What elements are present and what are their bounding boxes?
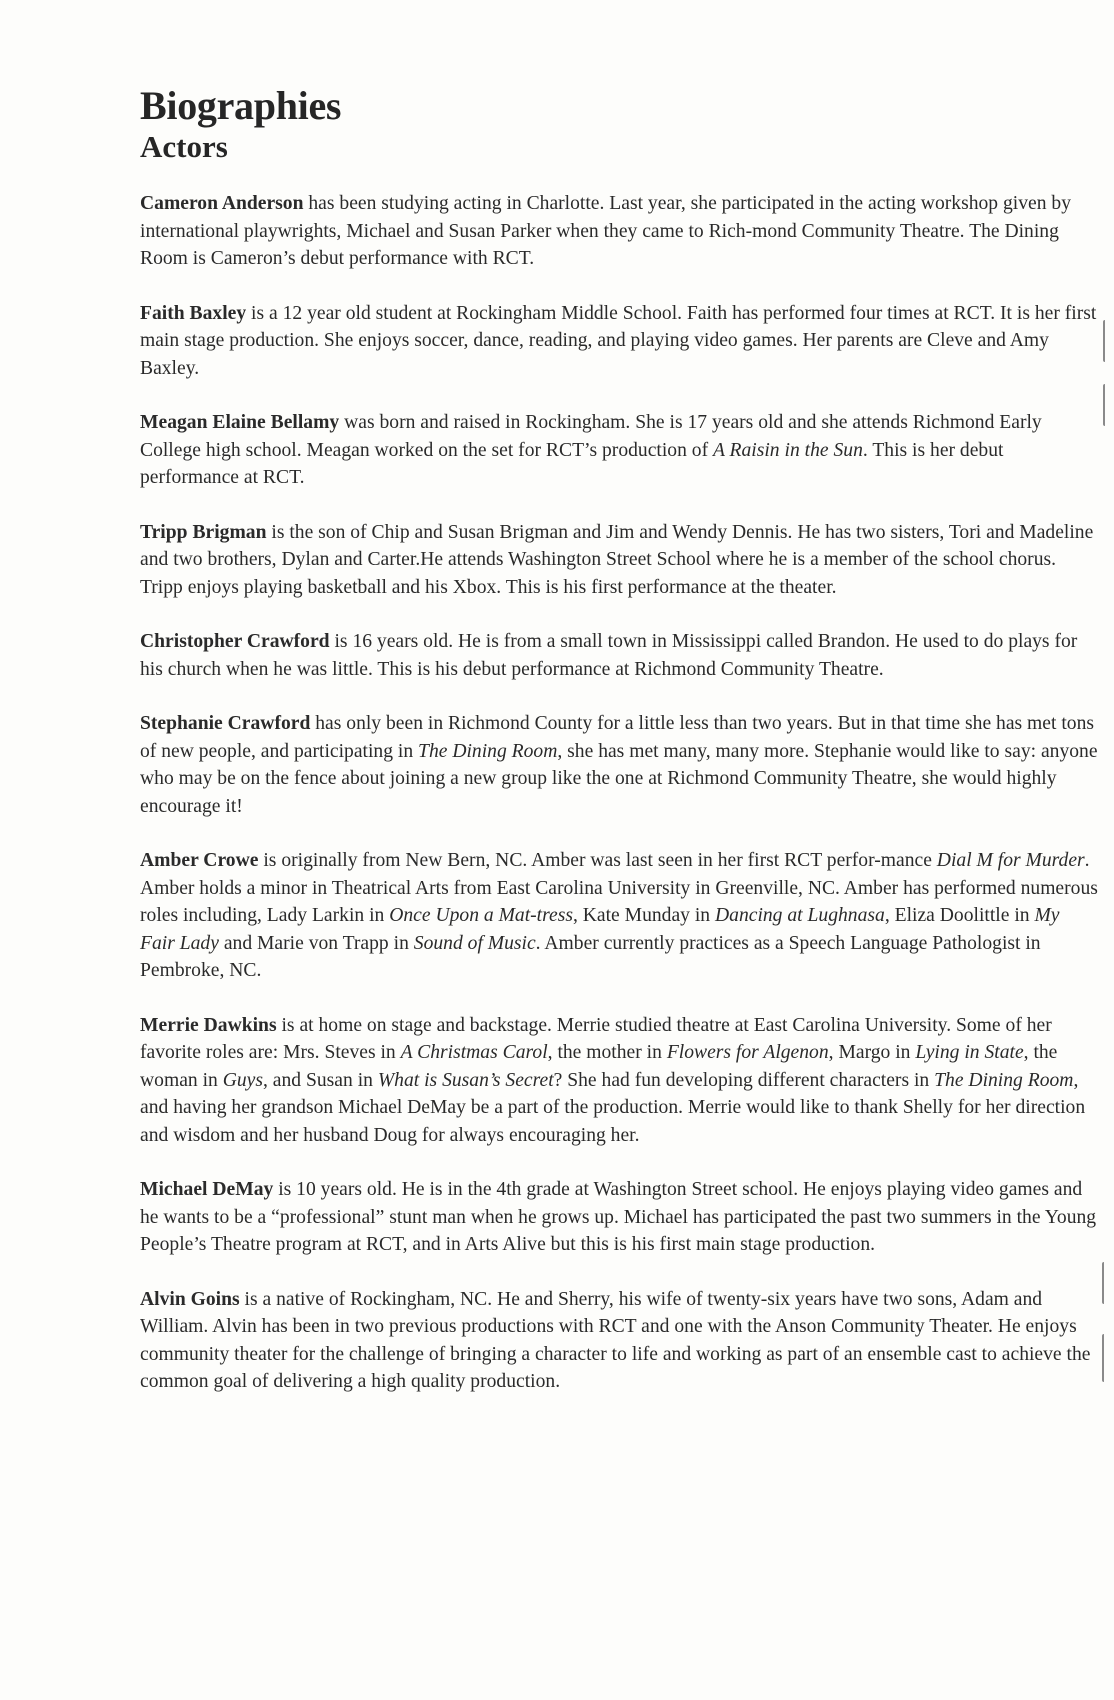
actor-name: Stephanie Crawford bbox=[140, 713, 311, 734]
production-title: Flowers for Algenon bbox=[666, 1042, 829, 1063]
actor-name: Faith Baxley bbox=[140, 302, 247, 324]
margin-mark bbox=[1102, 1262, 1108, 1304]
biography-entry bbox=[140, 300, 1098, 383]
production-title: Lying in State bbox=[915, 1042, 1024, 1063]
production-title: My Fair Lady bbox=[140, 905, 1060, 954]
production-title: Dial M for Murder bbox=[936, 850, 1085, 871]
actor-name: Amber Crowe bbox=[140, 850, 259, 871]
biography-text: . Amber currently practices as a Speech Language Pathologist in Pembroke, NC. bbox=[140, 932, 1041, 981]
production-title: Guys bbox=[222, 1069, 263, 1091]
biography-entry bbox=[140, 628, 1098, 683]
biography-list bbox=[140, 190, 1098, 1396]
biography-text: is at home on stage and backstage. Merrie studied theatre at East Carolina University. Some of her favorite roles are: Mrs. Steves in bbox=[140, 1014, 1052, 1063]
actor-name: Michael DeMay bbox=[140, 1179, 274, 1200]
biography-text: was born and raised in Rockingham. She is 17 years old and she attends Richmond Early College high school. Meagan worked on the set for RCT’s production of bbox=[140, 412, 1042, 461]
actor-name: Alvin Goins bbox=[140, 1288, 240, 1310]
actor-name: Tripp Brigman bbox=[140, 521, 267, 543]
actor-name: Cameron Anderson bbox=[140, 193, 304, 214]
biography-text: is 16 years old. He is from a small town in Mississippi called Brandon. He used to do plays for his church when he was little. This is his debut performance at Richmond Community Theatre. bbox=[140, 631, 1078, 680]
program-page bbox=[140, 84, 1098, 1423]
biography-text: , and having her grandson Michael DeMay be a part of the production. Merrie would like to thank Shelly for her direction and wisdom and her husband Doug for always encouraging her. bbox=[140, 1069, 1086, 1146]
biography-entry bbox=[140, 1012, 1098, 1150]
biography-text: , she has met many, many more. Stephanie would like to say: anyone who may be on the fence about joining a new group like the one at Richmond Community Theatre, she would highly encourage it! bbox=[140, 740, 1098, 817]
biography-text: is the son of Chip and Susan Brigman and Jim and Wendy Dennis. He has two sisters, Tori and Madeline and two brothers, Dylan and Carter.He attends Washington Street School where he is a member of the school chorus. Tripp enjoys playing basketball and his Xbox. This is his first performance at the theater. bbox=[140, 521, 1094, 598]
production-title: What is Susan’s Secret bbox=[377, 1069, 554, 1091]
biography-entry bbox=[140, 190, 1098, 273]
biography-text: , Margo in bbox=[828, 1042, 916, 1063]
biography-entry bbox=[140, 1176, 1098, 1259]
production-title: Sound of Music bbox=[413, 932, 536, 954]
biography-text: ? She had fun developing different characters in bbox=[553, 1069, 935, 1091]
margin-mark bbox=[1102, 1334, 1108, 1382]
production-title: A Christmas Carol bbox=[400, 1042, 548, 1063]
biography-text: is 10 years old. He is in the 4th grade at Washington Street school. He enjoys playing video games and he wants to be a “professional” stunt man when he grows up. Michael has participated the past two summers in the Young People’s Theatre program at RCT, and in Arts Alive but this is his first main stage production. bbox=[140, 1179, 1097, 1255]
biography-text: and Marie von Trapp in bbox=[218, 932, 414, 954]
biography-text: . This is her debut performance at RCT. bbox=[140, 439, 1004, 488]
biography-entry bbox=[140, 409, 1098, 492]
biography-text: is a 12 year old student at Rockingham Middle School. Faith has performed four times at RCT. It is her first main stage production. She enjoys soccer, dance, reading, and playing video games. Her parents are Cleve and Amy Baxley. bbox=[140, 302, 1097, 379]
biography-text: , the woman in bbox=[140, 1042, 1058, 1091]
biography-text: . Amber holds a minor in Theatrical Arts from East Carolina University in Greenville, NC. Amber has performed numerous roles including, Lady Larkin in bbox=[140, 850, 1098, 926]
production-title: A Raisin in the Sun bbox=[713, 439, 863, 461]
biography-entry bbox=[140, 847, 1098, 985]
biography-entry bbox=[140, 710, 1098, 820]
biography-entry bbox=[140, 519, 1098, 602]
production-title: The Dining Room bbox=[934, 1069, 1074, 1091]
biography-text: has been studying acting in Charlotte. Last year, she participated in the acting workshop given by international playwrights, Michael and Susan Parker when they came to Rich-mond Community Theatre. The Dining Room is Cameron’s debut performance with RCT. bbox=[140, 193, 1072, 269]
actor-name: Merrie Dawkins bbox=[140, 1014, 277, 1036]
page-title: Biographies bbox=[140, 83, 342, 128]
actor-name: Christopher Crawford bbox=[140, 631, 330, 652]
margin-mark bbox=[1103, 320, 1109, 362]
biography-text: has only been in Richmond County for a little less than two years. But in that time she has met tons of new people, and participating in bbox=[140, 713, 1094, 762]
biography-text: is originally from New Bern, NC. Amber was last seen in her first RCT perfor-mance bbox=[258, 850, 937, 871]
production-title: The Dining Room bbox=[418, 740, 558, 762]
biography-text: , Kate Munday in bbox=[572, 905, 715, 926]
margin-mark bbox=[1103, 384, 1109, 426]
section-heading: Actors bbox=[140, 129, 228, 164]
actor-name: Meagan Elaine Bellamy bbox=[140, 412, 340, 433]
production-title: Dancing at Lughnasa bbox=[715, 905, 885, 926]
biography-text: , and Susan in bbox=[263, 1069, 378, 1091]
biography-entry bbox=[140, 1286, 1098, 1396]
production-title: Once Upon a Mat-tress bbox=[389, 905, 573, 926]
biography-text: , Eliza Doolittle in bbox=[884, 905, 1035, 926]
biography-text: , the mother in bbox=[547, 1042, 667, 1063]
biography-text: is a native of Rockingham, NC. He and Sherry, his wife of twenty-six years have two sons, Adam and William. Alvin has been in two previous productions with RCT and one with the Anson Community Theater. He enjoys community theater for the challenge of bringing a character to life and working as part of an ensemble cast to achieve the common goal of delivering a high quality production. bbox=[140, 1288, 1091, 1392]
